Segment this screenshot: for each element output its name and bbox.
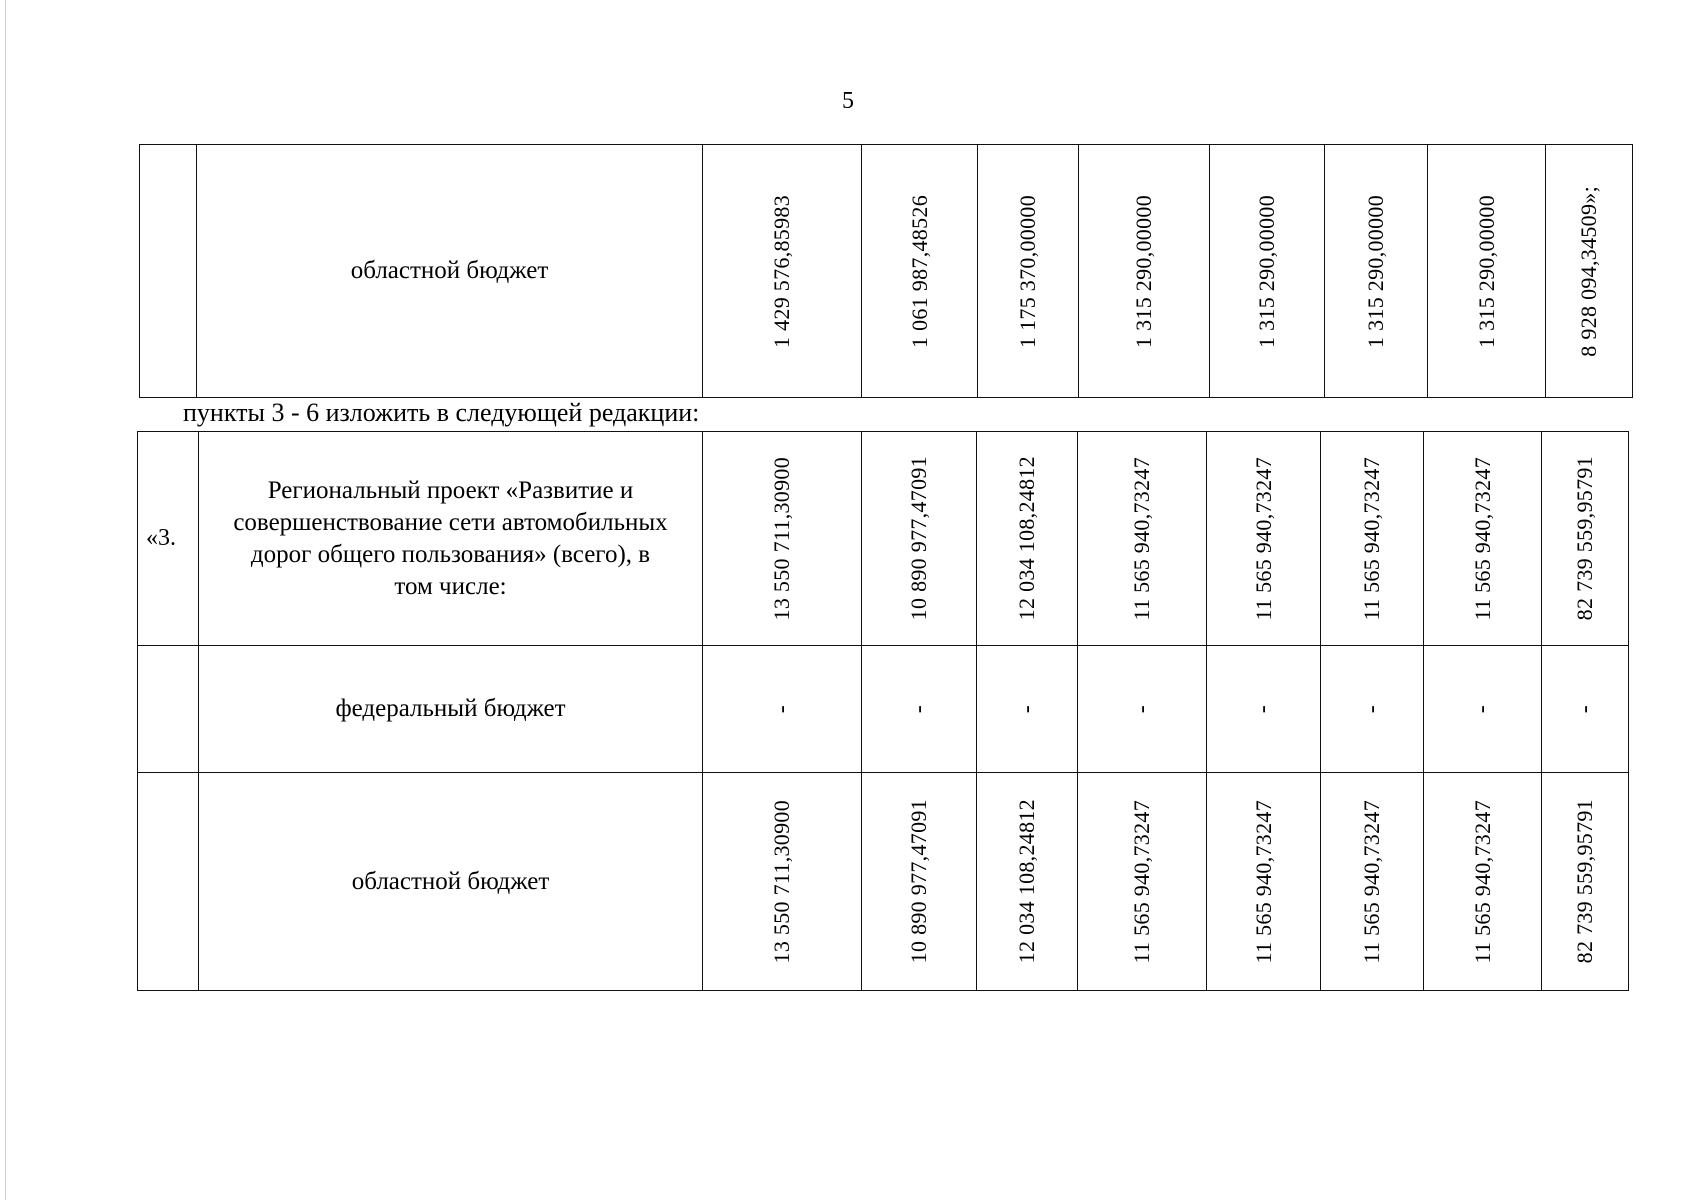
value-cell xyxy=(1424,432,1542,646)
value-text: 10 890 977,47091 xyxy=(906,799,931,964)
value-cell xyxy=(862,432,977,646)
value-text: 12 034 108,24812 xyxy=(1014,799,1039,964)
value-cell xyxy=(1321,432,1424,646)
row-marker xyxy=(138,646,199,773)
table-row xyxy=(138,646,1629,773)
row-label: областной бюджет xyxy=(197,145,703,398)
value-cell xyxy=(862,646,977,773)
value-cell xyxy=(1078,773,1207,991)
budget-table-top xyxy=(139,144,1633,398)
value-cell xyxy=(977,432,1078,646)
value-cell xyxy=(1325,145,1428,398)
value-text: 11 565 940,73247 xyxy=(1469,799,1495,964)
value-text: - xyxy=(1128,704,1155,714)
value-text: 12 034 108,24812 xyxy=(1014,456,1039,621)
value-text: - xyxy=(1571,704,1598,714)
value-cell xyxy=(703,145,862,398)
value-text: 1 315 290,00000 xyxy=(1131,194,1156,348)
table-row xyxy=(140,145,1633,398)
value-text: 1 315 290,00000 xyxy=(1254,194,1279,348)
value-text: 13 550 711,30900 xyxy=(769,799,794,964)
value-cell xyxy=(1542,432,1629,646)
table-row xyxy=(138,773,1629,991)
row-label: федеральный бюджет xyxy=(199,646,703,773)
value-text: 11 565 940,73247 xyxy=(1359,456,1384,621)
scan-edge-line xyxy=(5,0,6,1200)
value-text: 11 565 940,73247 xyxy=(1359,799,1384,964)
value-cell xyxy=(703,646,862,773)
value-cell xyxy=(1542,646,1629,773)
value-cell xyxy=(1078,432,1207,646)
row-marker xyxy=(138,773,199,991)
value-text: 82 739 559,95791 xyxy=(1572,456,1597,621)
value-text: 1 175 370,00000 xyxy=(1015,194,1040,348)
value-text: 1 315 290,00000 xyxy=(1473,194,1499,348)
value-cell xyxy=(862,145,978,398)
value-cell xyxy=(978,145,1079,398)
page-number: 5 xyxy=(842,88,854,114)
value-cell xyxy=(703,773,862,991)
value-text: 11 565 940,73247 xyxy=(1129,456,1154,621)
value-text: 1 429 576,85983 xyxy=(769,194,794,348)
value-cell xyxy=(1321,773,1424,991)
value-cell xyxy=(1546,145,1633,398)
row-label: областной бюджет xyxy=(199,773,703,991)
value-text: 1 315 290,00000 xyxy=(1363,194,1388,348)
value-cell xyxy=(703,432,862,646)
value-cell xyxy=(1424,773,1542,991)
value-text: 13 550 711,30900 xyxy=(769,456,794,621)
value-text: 11 565 940,73247 xyxy=(1469,456,1495,621)
value-cell xyxy=(977,773,1078,991)
value-text: 11 565 940,73247 xyxy=(1129,799,1154,964)
value-text: 11 565 940,73247 xyxy=(1250,799,1276,964)
value-text: - xyxy=(1250,704,1276,714)
value-cell xyxy=(1428,145,1546,398)
row-number-cell xyxy=(140,145,197,398)
value-cell xyxy=(1207,773,1321,991)
budget-table-main xyxy=(137,431,1629,991)
value-cell xyxy=(1079,145,1210,398)
value-text: 82 739 559,95791 xyxy=(1572,799,1597,964)
value-text: 1 061 987,48526 xyxy=(906,194,932,348)
table-row xyxy=(138,432,1629,646)
value-cell xyxy=(1424,646,1542,773)
value-text: - xyxy=(768,704,795,714)
value-cell xyxy=(1078,646,1207,773)
row-label: Региональный проект «Развитие и совершенствование сети автомобильных дорог общего пользования» (всего), в том числе: xyxy=(199,432,703,646)
value-cell xyxy=(1542,773,1629,991)
value-text: 11 565 940,73247 xyxy=(1250,456,1276,621)
value-text: 8 928 094,34509»; xyxy=(1576,185,1601,357)
value-cell xyxy=(1210,145,1325,398)
value-text: - xyxy=(1469,704,1495,714)
value-text: - xyxy=(905,704,932,714)
value-text: 10 890 977,47091 xyxy=(906,456,931,621)
value-cell xyxy=(977,646,1078,773)
value-cell xyxy=(1207,432,1321,646)
value-text: - xyxy=(1358,704,1385,714)
value-cell xyxy=(862,773,977,991)
amendment-caption: пункты 3 - 6 изложить в следующей редакции: xyxy=(183,398,700,427)
value-text: - xyxy=(1013,704,1040,714)
value-cell xyxy=(1321,646,1424,773)
row-marker: «3. xyxy=(138,432,199,646)
value-cell xyxy=(1207,646,1321,773)
